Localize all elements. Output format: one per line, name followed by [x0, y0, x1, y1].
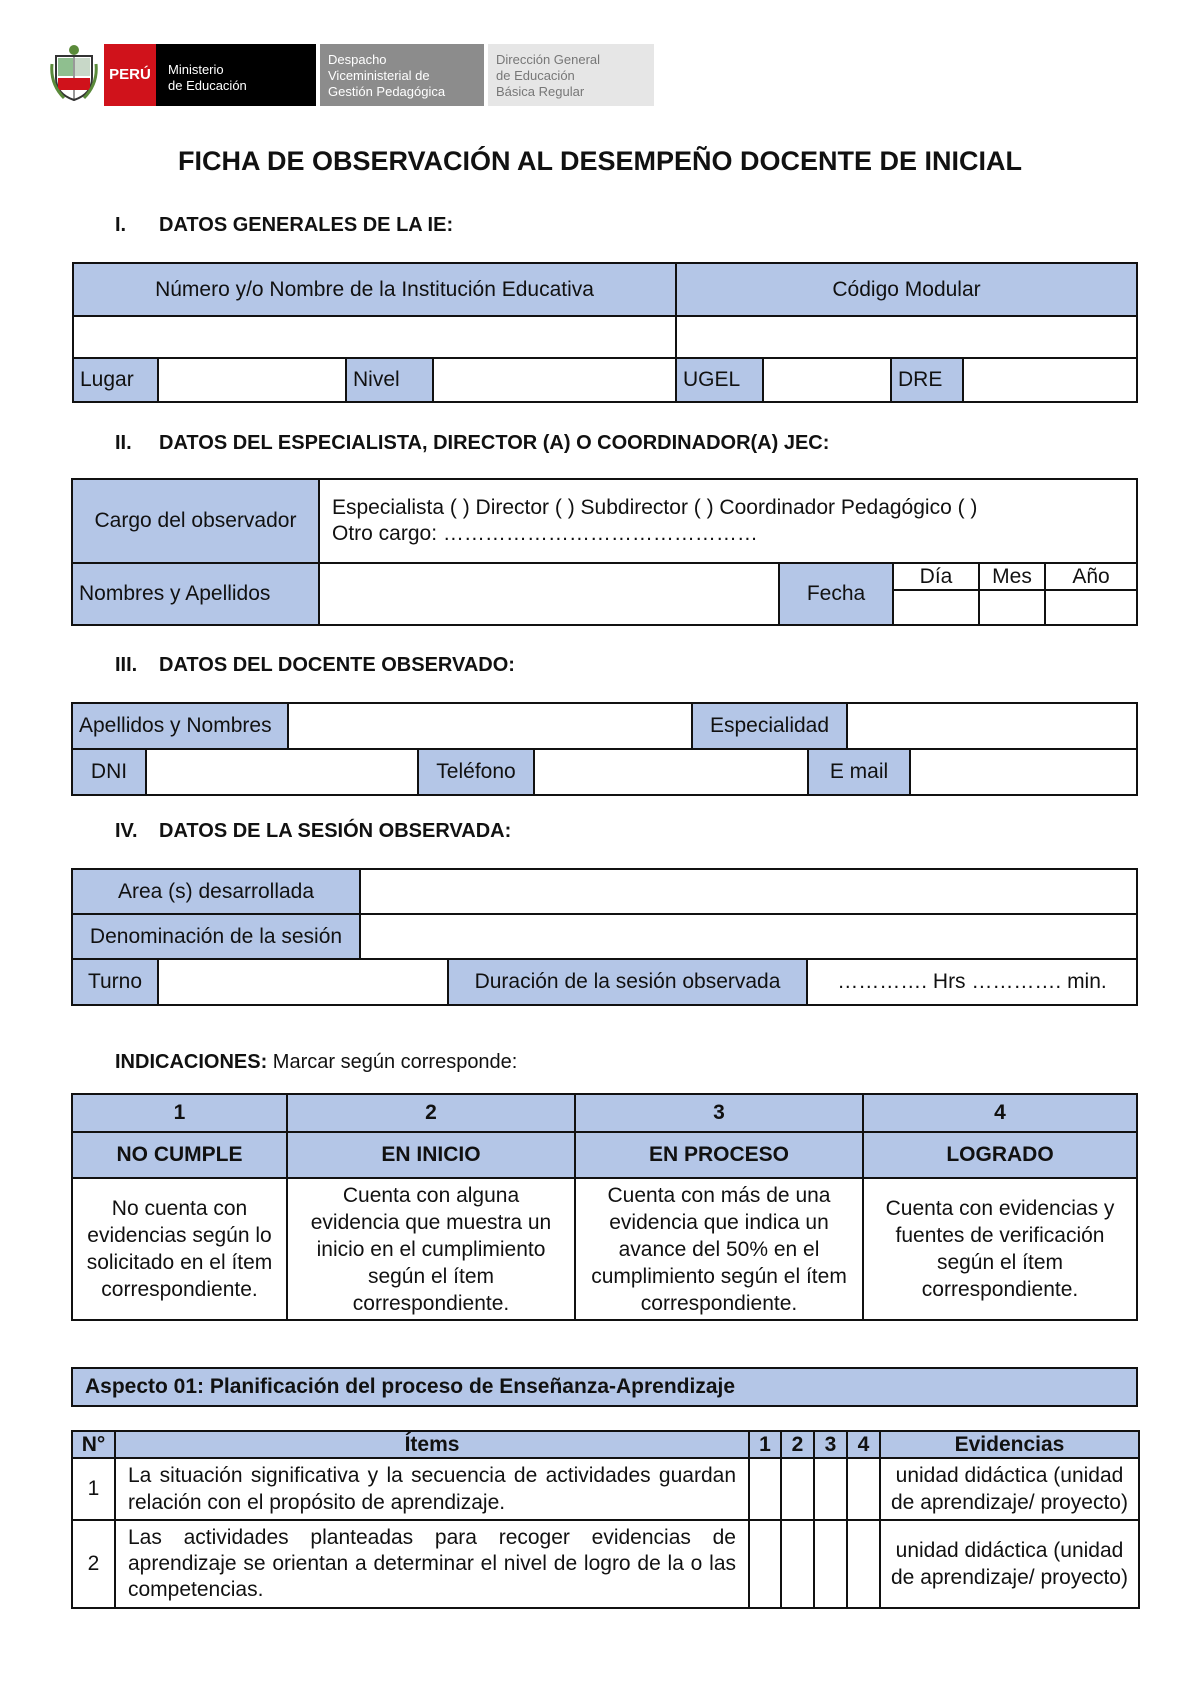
aspecto-title: Aspecto 01: Planificación del proceso de Enseñanza-Aprendizaje [72, 1368, 1137, 1406]
section-number: I. [115, 214, 127, 236]
turno-field[interactable] [158, 959, 448, 1005]
dia-label: Día [893, 563, 979, 590]
otro-cargo[interactable]: Otro cargo: ……………………………………… [332, 522, 758, 545]
email-field[interactable] [910, 749, 1137, 795]
row-evidencia: unidad didáctica (unidad de aprendizaje/ proyecto) [880, 1458, 1139, 1520]
section-label: DATOS GENERALES DE LA IE: [159, 214, 454, 236]
telefono-field[interactable] [534, 749, 808, 795]
ie-name-field[interactable] [73, 316, 676, 358]
despacho-line-3: Gestión Pedagógica [328, 84, 446, 99]
anio-label: Año [1045, 563, 1137, 590]
nivel-label: Nivel [346, 358, 433, 402]
table-row [72, 1458, 1139, 1520]
ugel-label: UGEL [676, 358, 763, 402]
despacho-box [320, 44, 484, 106]
row-check-1[interactable] [749, 1520, 781, 1608]
table-row [72, 1520, 1139, 1608]
section-label: DATOS DEL DOCENTE OBSERVADO: [159, 654, 515, 676]
especialidad-label: Especialidad [692, 703, 847, 749]
observador-table [71, 478, 1138, 626]
level-num: 1 [72, 1094, 287, 1132]
header-level-4: 4 [847, 1431, 880, 1458]
row-check-4[interactable] [847, 1458, 880, 1520]
denominacion-field[interactable] [360, 914, 1137, 959]
indicaciones-text: Marcar según corresponde: [267, 1051, 518, 1073]
row-number: 1 [72, 1458, 115, 1520]
cargo-options[interactable]: Especialista ( ) Director ( ) Subdirector ( ) Coordinador Pedagógico ( ) [332, 496, 978, 519]
email-label: E mail [808, 749, 910, 795]
area-label: Area (s) desarrollada [72, 869, 360, 914]
row-number: 2 [72, 1520, 115, 1608]
row-check-1[interactable] [749, 1458, 781, 1520]
aspecto-header-table [71, 1367, 1138, 1407]
peru-label: PERÚ [109, 66, 151, 83]
header-level-2: 2 [781, 1431, 814, 1458]
cargo-options-cell [319, 479, 1137, 563]
ie-table [72, 262, 1138, 403]
direccion-line-2: de Educación [496, 68, 575, 83]
cargo-label: Cargo del observador [72, 479, 319, 563]
header-evidencias: Evidencias [880, 1431, 1139, 1458]
header-items: Ítems [115, 1431, 749, 1458]
docente-tables [71, 702, 1136, 794]
ministry-header [50, 44, 715, 106]
row-check-3[interactable] [814, 1520, 847, 1608]
anio-field[interactable] [1045, 590, 1137, 625]
nombres-field[interactable] [319, 563, 779, 625]
nivel-field[interactable] [433, 358, 676, 402]
direccion-line-3: Básica Regular [496, 84, 585, 99]
level-num: 2 [287, 1094, 575, 1132]
dre-label: DRE [891, 358, 963, 402]
dni-label: DNI [72, 749, 146, 795]
level-num: 4 [863, 1094, 1137, 1132]
section-number: III. [115, 654, 138, 676]
turno-label: Turno [72, 959, 158, 1005]
section-heading-4 [115, 820, 511, 843]
especialidad-field[interactable] [847, 703, 1137, 749]
apellidos-label: Apellidos y Nombres [72, 703, 288, 749]
codigo-modular-label: Código Modular [676, 263, 1137, 316]
denominacion-label: Denominación de la sesión [72, 914, 360, 959]
levels-table [71, 1093, 1138, 1321]
duracion-label: Duración de la sesión observada [448, 959, 807, 1005]
section-heading-1 [115, 214, 453, 237]
docente-row-1 [71, 702, 1138, 750]
ie-name-label: Número y/o Nombre de la Institución Educativa [73, 263, 676, 316]
row-item: Las actividades planteadas para recoger evidencias de aprendizaje se orientan a determinar el nivel de logro de la o las competencias. [115, 1520, 749, 1608]
section-label: DATOS DE LA SESIÓN OBSERVADA: [159, 820, 512, 842]
row-evidencia: unidad didáctica (unidad de aprendizaje/ proyecto) [880, 1520, 1139, 1608]
section-heading-2 [115, 432, 829, 455]
lugar-field[interactable] [158, 358, 346, 402]
peru-red-box [104, 44, 156, 106]
ministerio-line-2: de Educación [168, 78, 247, 93]
header-level-1: 1 [749, 1431, 781, 1458]
ugel-field[interactable] [763, 358, 891, 402]
level-desc: Cuenta con evidencias y fuentes de verificación según el ítem correspondiente. [863, 1178, 1137, 1320]
sesion-bottom [71, 958, 1138, 1006]
items-table [71, 1430, 1140, 1609]
dni-field[interactable] [146, 749, 418, 795]
section-number: IV. [115, 820, 138, 842]
ministerio-line-1: Ministerio [168, 62, 224, 77]
section-heading-3 [115, 654, 515, 677]
fecha-label: Fecha [779, 563, 893, 625]
sesion-tables [71, 868, 1136, 1005]
indicaciones-label: INDICACIONES: [115, 1051, 268, 1073]
section-label: DATOS DEL ESPECIALISTA, DIRECTOR (A) O COORDINADOR(A) JEC: [159, 432, 830, 454]
sesion-top [71, 868, 1138, 960]
mes-field[interactable] [979, 590, 1045, 625]
dia-field[interactable] [893, 590, 979, 625]
area-field[interactable] [360, 869, 1137, 914]
page-title: FICHA DE OBSERVACIÓN AL DESEMPEÑO DOCENTE DE INICIAL [177, 146, 1023, 176]
level-name: NO CUMPLE [72, 1132, 287, 1178]
level-desc: Cuenta con alguna evidencia que muestra un inicio en el cumplimiento según el ítem correspondiente. [287, 1178, 575, 1320]
row-check-2[interactable] [781, 1458, 814, 1520]
codigo-modular-field[interactable] [676, 316, 1137, 358]
nombres-label: Nombres y Apellidos [72, 563, 319, 625]
row-check-2[interactable] [781, 1520, 814, 1608]
telefono-label: Teléfono [418, 749, 534, 795]
docente-row-2 [71, 748, 1138, 796]
ministerio-box [156, 44, 316, 106]
level-name: EN PROCESO [575, 1132, 863, 1178]
coat-of-arms-icon [50, 44, 98, 104]
duracion-field[interactable]: …………. Hrs …………. min. [807, 959, 1137, 1005]
level-desc: No cuenta con evidencias según lo solicitado en el ítem correspondiente. [72, 1178, 287, 1320]
level-name: LOGRADO [863, 1132, 1137, 1178]
header-level-3: 3 [814, 1431, 847, 1458]
apellidos-field[interactable] [288, 703, 692, 749]
despacho-line-2: Viceministerial de [328, 68, 430, 83]
row-check-4[interactable] [847, 1520, 880, 1608]
indicaciones-line [115, 1051, 517, 1074]
despacho-line-1: Despacho [328, 52, 387, 67]
direccion-line-1: Dirección General [496, 52, 601, 67]
level-desc: Cuenta con más de una evidencia que indica un avance del 50% en el cumplimiento según el ítem correspondiente. [575, 1178, 863, 1320]
mes-label: Mes [979, 563, 1045, 590]
lugar-label: Lugar [73, 358, 158, 402]
row-item: La situación significativa y la secuencia de actividades guardan relación con el propósito de aprendizaje. [115, 1458, 749, 1520]
level-name: EN INICIO [287, 1132, 575, 1178]
level-num: 3 [575, 1094, 863, 1132]
header-n: N° [72, 1431, 115, 1458]
dre-field[interactable] [963, 358, 1137, 402]
row-check-3[interactable] [814, 1458, 847, 1520]
section-number: II. [115, 432, 132, 454]
direccion-box [488, 44, 654, 106]
